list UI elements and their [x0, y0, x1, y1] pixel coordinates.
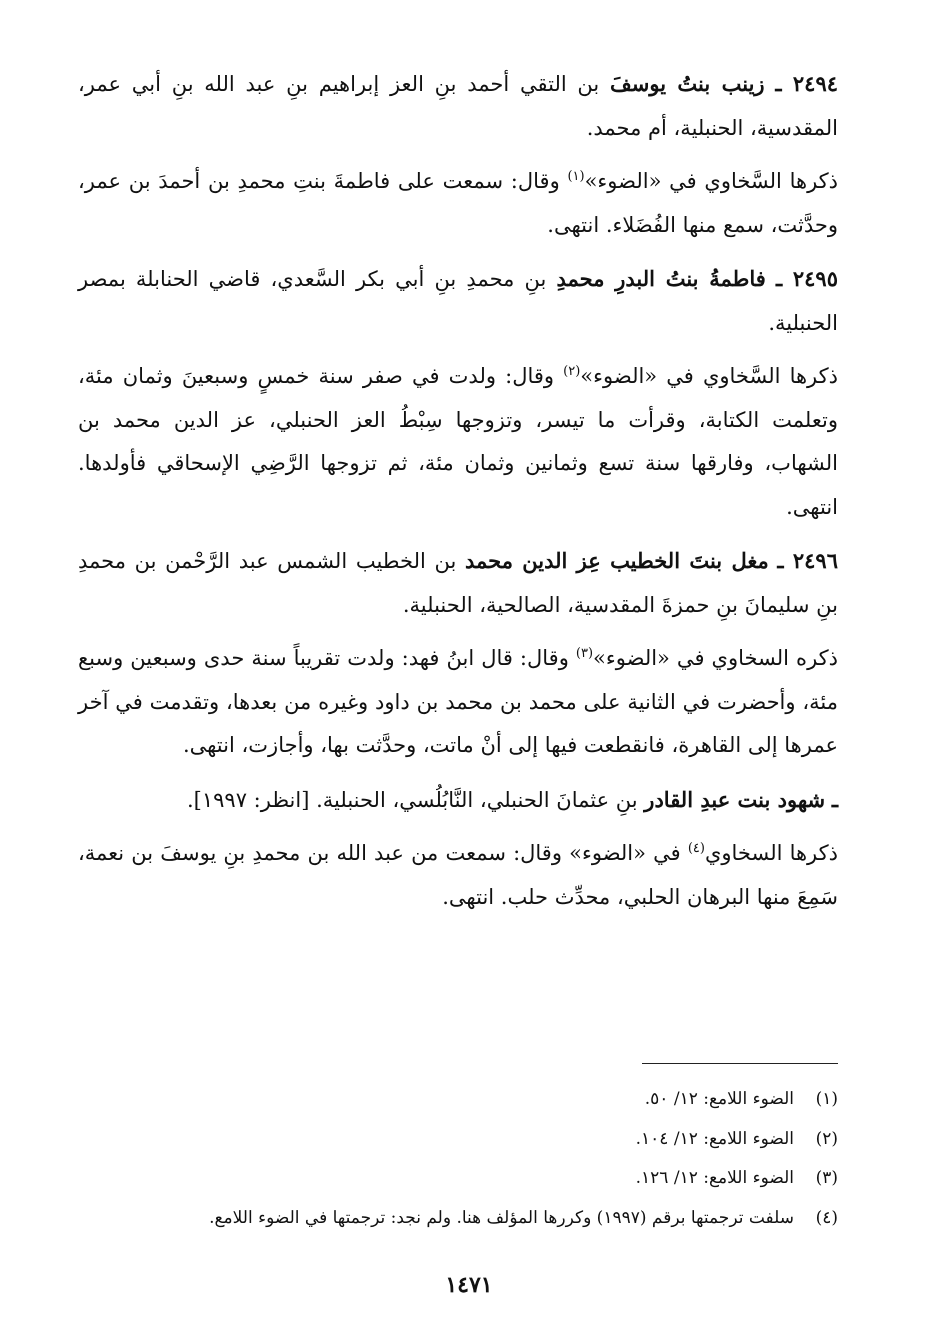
entry-body-text: وقال: قال ابنُ فهد: ولدت تقريباً سنة حدى وسبعين وسبع مئة، وأحضرت في الثانية على محمد بن محمد بن داود وغيره من بعدها، وتقدمت في آخر عمرها إلى القاهرة، فانقطعت فيها إلى أنْ ماتت، وحدَّثت بها، وأجازت، انتهى.: [78, 646, 838, 757]
entry-number: ٢٤٩٥ ـ: [775, 266, 838, 291]
footnote-number: (٤): [815, 1207, 838, 1228]
entry-body-text: ذكره السخاوي في «الضوء»: [593, 646, 838, 670]
entry-name: فاطمةُ بنتُ البدرِ محمدِ: [556, 266, 766, 291]
footnote-text: الضوء اللامع: ١٢/ ٥٠.: [644, 1089, 794, 1109]
footnote-ref: (٢): [563, 364, 581, 379]
footnote-item: [110, 1080, 838, 1120]
entry-body-text: في «الضوء» وقال: سمعت من عبد الله بن محمدِ بنِ يوسفَ بن نعمة، سَمِعَ منها البرهان الحلبي، محدِّث حلب. انتهى.: [78, 841, 838, 909]
footnote-divider: [642, 1063, 838, 1064]
footnote-number: (١): [815, 1089, 838, 1109]
entry-name: مغل بنتَ الخطيب عِز الدين محمد: [464, 548, 769, 573]
entry-lineage: بنِ محمدِ بنِ أبي بكر السَّعدي، قاضي الحنابلة بمصر الحنبلية.: [78, 267, 838, 335]
entry-body-text: ذكرها السخاوي: [704, 841, 838, 865]
entry-number: ٢٤٩٤ ـ: [775, 71, 839, 96]
entry-lineage: بنِ عثمانَ الحنبلي، النَّابُلُسي، الحنبلية. [انظر: ١٩٩٧].: [186, 787, 645, 812]
footnote-text: سلفت ترجمتها برقم (١٩٩٧) وكررها المؤلف هنا. ولم نجد: ترجمتها في الضوء اللامع.: [209, 1207, 794, 1228]
entry-lineage: بن الخطيب الشمس عبد الرَّحْمن بن محمدِ بنِ سليمانَ بنِ حمزةَ المقدسية، الصالحية، الحنبلية.: [78, 549, 838, 617]
entry-number: ـ: [831, 786, 838, 812]
entry-name: شهود بنت عبدِ القادر: [644, 786, 826, 812]
footnote-item: [110, 1159, 838, 1199]
entry-body-text: ذكرها السَّخاوي في «الضوء»: [580, 364, 838, 388]
entry-name: زينب بنتُ يوسفَ: [610, 71, 765, 96]
footnote-ref: (٤): [687, 841, 705, 856]
footnotes: [110, 1080, 838, 1238]
entry-body-shuhud: [78, 832, 838, 919]
entry-body-2494: [78, 160, 838, 247]
entry-lineage: بن التقي أحمد بنِ العز إبراهيم بنِ عبد الله بنِ أبي عمر، المقدسية، الحنبلية، أم محمد.: [78, 72, 838, 140]
entry-heading-2496: [78, 539, 838, 627]
entry-number: ٢٤٩٦ ـ: [777, 548, 838, 573]
page-number: ١٤٧١: [445, 1272, 493, 1298]
entry-body-text: وقال: ولدت في صفر سنة خمسٍ وسبعينَ وثمان مئة، وتعلمت الكتابة، وقرأت ما تيسر، وتزوجها سِبْطُ العز الحنبلي، عز الدين محمد بن الشهاب، وفارقها سنة تسع وثمانين وثمان مئة، ثم تزوجها الرَّضِي الإسحاقي فأولدها. انتهى.: [78, 364, 838, 519]
entry-body-text: وقال: سمعت على فاطمةَ بنتِ محمدِ بن أحمدَ بن عمر، وحدَّثت، سمع منها الفُضَلاء. انتهى.: [78, 169, 838, 237]
footnote-number: (٣): [815, 1168, 838, 1188]
page-body: [78, 62, 838, 929]
footnote-item: [110, 1120, 838, 1160]
entry-heading-2495: [78, 257, 838, 345]
entry-body-text: ذكرها السَّخاوي في «الضوء»: [584, 169, 839, 193]
entry-body-2496: [78, 637, 838, 768]
footnote-text: الضوء اللامع: ١٢/ ١٢٦.: [635, 1168, 794, 1188]
footnote-text: الضوء اللامع: ١٢/ ١٠٤.: [635, 1128, 794, 1149]
entry-body-2495: [78, 355, 838, 529]
footnote-item: [110, 1199, 838, 1239]
footnote-ref: (١): [567, 169, 585, 184]
footnote-ref: (٣): [575, 646, 594, 661]
entry-heading-2494: [78, 62, 838, 150]
entry-heading-shuhud: [78, 778, 838, 823]
footnote-number: (٢): [815, 1128, 838, 1149]
